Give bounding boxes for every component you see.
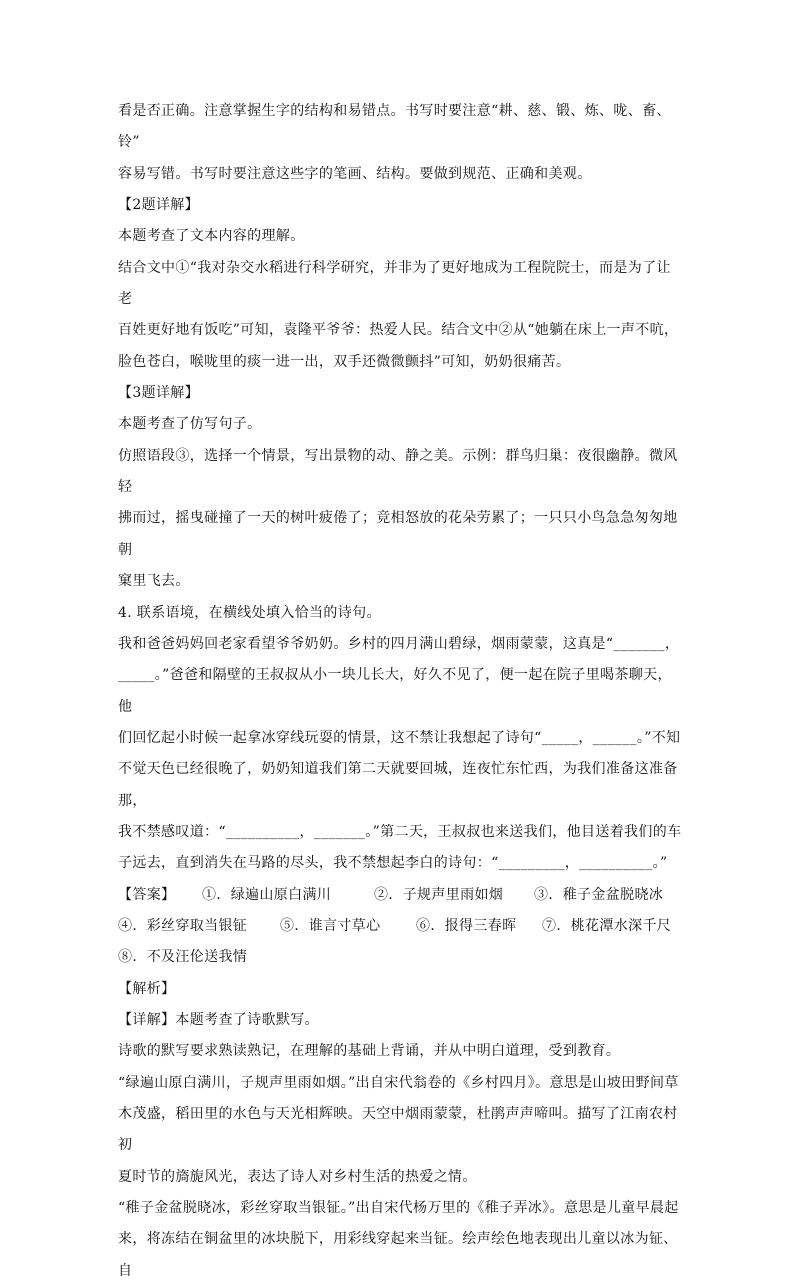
- text-line: 仿照语段③，选择一个情景，写出景物的动、静之美。示例：群鸟归巢：夜很幽静。微风轻: [118, 447, 678, 496]
- document-body: [118, 96, 684, 1287]
- answer-item: ⑤．谁言寸草心: [280, 917, 381, 934]
- question-title: 4. 联系语境，在横线处填入恰当的诗句。: [118, 604, 381, 621]
- answer-item: ⑦．桃花潭水深千尺: [542, 917, 672, 934]
- text-line: 来，将冻结在铜盆里的冰块脱下，用彩线穿起来当钲。绘声绘色地表现出儿童以冰为钲、自: [118, 1231, 678, 1279]
- text-line: 不觉天色已经很晚了，奶奶知道我们第二天就要回城，连夜忙东忙西，为我们准备这准备那，: [118, 761, 678, 809]
- text-line: 看是否正确。注意掌握生字的结构和易错点。书写时要注意“耕、慈、锻、炼、咙、畜、铃”: [118, 103, 671, 151]
- text-line: 子远去，直到消失在马路的尽头，我不禁想起李白的诗句：“_________，__________。”: [118, 855, 668, 872]
- answer-item: ④．彩丝穿取当银钲: [118, 917, 248, 934]
- text-line: _____。”爸爸和隔壁的王叔叔从小一块儿长大，好久不见了，便一起在院子里喝茶聊天，他: [118, 667, 672, 715]
- text-line: 百姓更好地有饭吃”可知，袁隆平爷爷：热爱人民。结合文中②从“她躺在床上一声不吭，: [118, 322, 679, 339]
- text-line: 拂而过，摇曳碰撞了一天的树叶疲倦了；竞相怒放的花朵劳累了；一只只小鸟急急匆匆地朝: [118, 510, 678, 558]
- section-heading: 【2题详解】: [118, 197, 200, 214]
- text-line: 【详解】本题考查了诗歌默写。: [118, 1011, 319, 1028]
- text-line: 本题考查了文本内容的理解。: [118, 228, 305, 245]
- answer-row: [118, 880, 684, 911]
- answer-label: 【答案】: [118, 886, 176, 903]
- text-line: 木茂盛，稻田里的水色与天光相辉映。天空中烟雨蒙蒙，杜鹃声声啼叫。描写了江南农村初: [118, 1106, 678, 1154]
- answer-item: ⑧．不及汪伦送我情: [118, 949, 248, 966]
- text-line: 容易写错。书写时要注意这些字的笔画、结构。要做到规范、正确和美观。: [118, 165, 592, 182]
- text-line: “绿遍山原白满川，子规声里雨如烟。”出自宋代翁卷的《乡村四月》。意思是山坡田野间草: [118, 1074, 679, 1091]
- text-line: 本题考查了仿写句子。: [118, 416, 262, 433]
- text-line: 诗歌的默写要求熟读熟记，在理解的基础上背诵，并从中明白道理，受到教育。: [118, 1043, 621, 1060]
- answer-item: ①．绿遍山原白满川: [202, 886, 332, 903]
- text-line: 们回忆起小时候一起拿冰穿线玩耍的情景，这不禁让我想起了诗句“_____，______。”不知: [118, 729, 681, 746]
- text-line: 窠里飞去。: [118, 573, 190, 590]
- answer-item: ⑥．报得三春晖: [416, 917, 517, 934]
- section-heading: 【3题详解】: [118, 385, 200, 402]
- answer-item: ②．子规声里雨如烟: [374, 886, 504, 903]
- text-line: 脸色苍白，喉咙里的痰一进一出，双手还微微颤抖”可知，奶奶很痛苦。: [118, 353, 571, 370]
- text-line: 结合文中①“我对杂交水稻进行科学研究，并非为了更好地成为工程院院士，而是为了让老: [118, 259, 671, 308]
- text-line: 我不禁感叹道：“__________，_______。”第二天，王叔叔也来送我们，他目送着我们的车: [118, 823, 682, 840]
- answer-row: [118, 911, 684, 942]
- section-heading: 【解析】: [118, 980, 176, 997]
- text-line: 我和爸爸妈妈回老家看望爷爷奶奶。乡村的四月满山碧绿，烟雨蒙蒙，这真是“_______，: [118, 635, 680, 652]
- answer-item: ③．稚子金盆脱晓冰: [534, 886, 664, 903]
- text-line: “稚子金盆脱晓冰，彩丝穿取当银钲。”出自宋代杨万里的《稚子弄冰》。意思是儿童早晨起: [118, 1200, 679, 1217]
- text-line: 夏时节的旖旎风光，表达了诗人对乡村生活的热爱之情。: [118, 1168, 477, 1185]
